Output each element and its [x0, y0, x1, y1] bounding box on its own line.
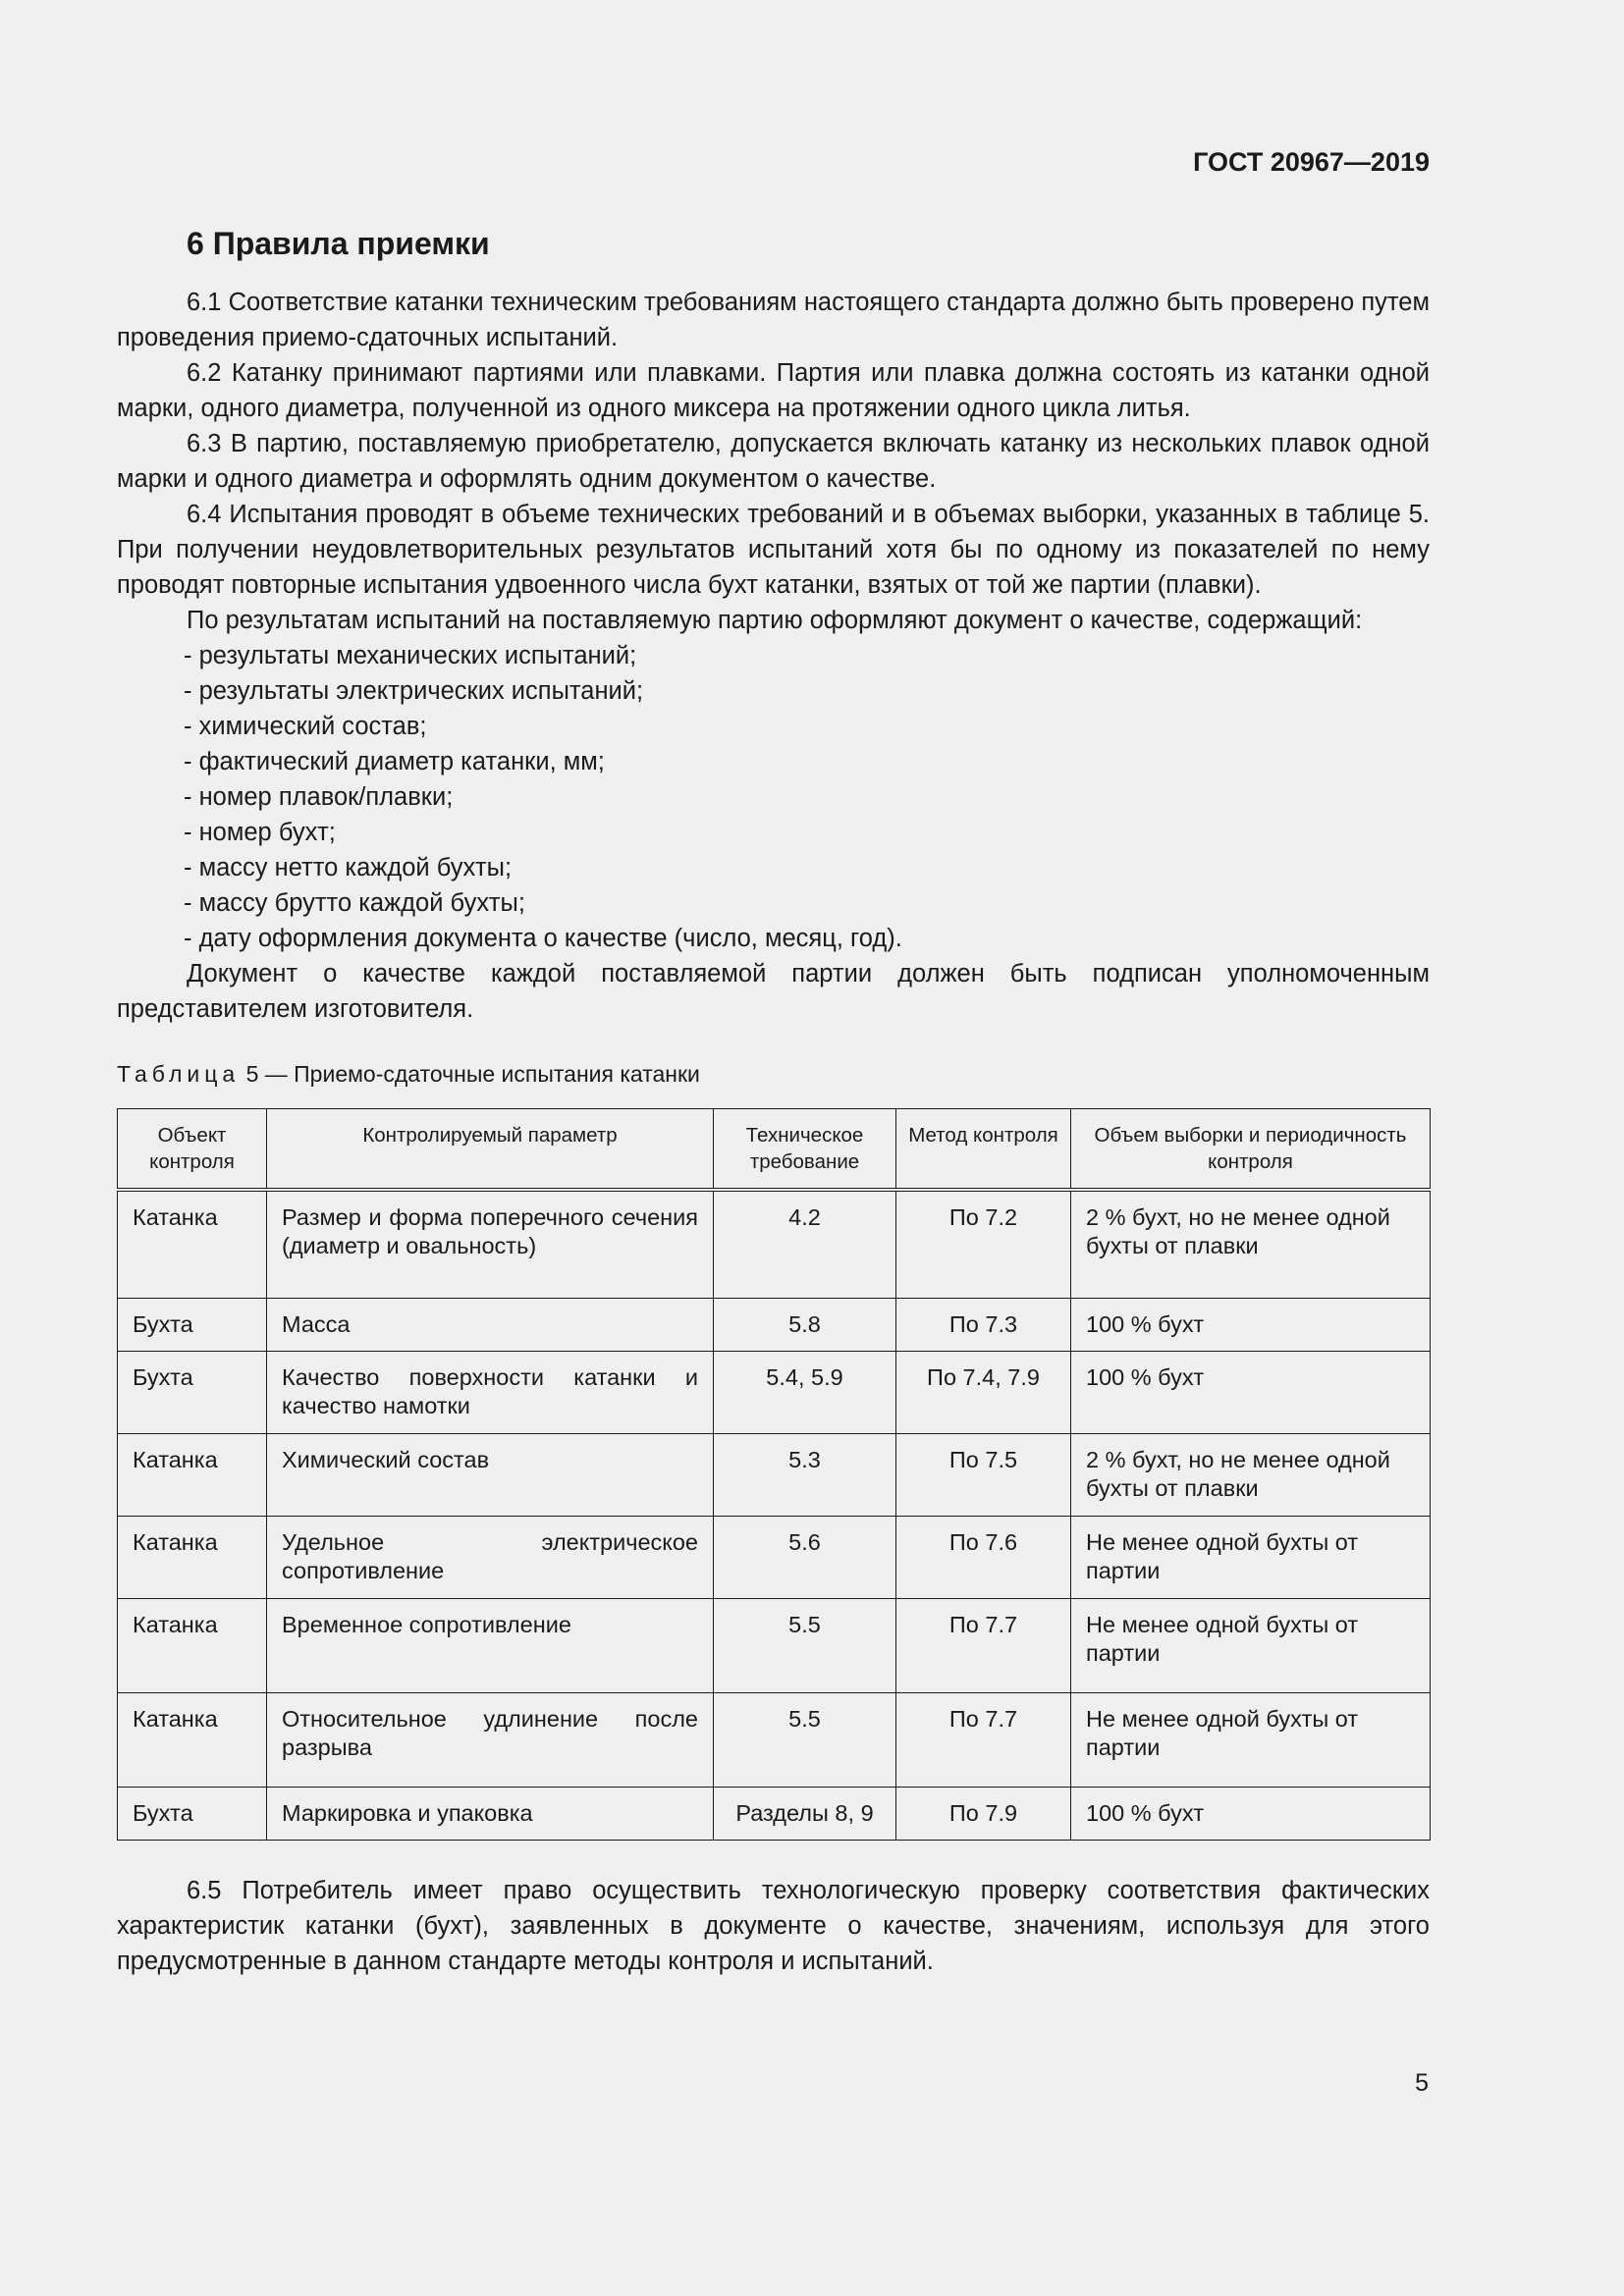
table-cell: Не менее одной бухты от партии [1071, 1516, 1431, 1598]
section-title: 6 Правила приемки [187, 226, 490, 261]
table-cell: 5.4, 5.9 [714, 1351, 896, 1433]
paragraph-6-3: 6.3 В партию, поставляемую приобретателю, допускается включать катанку из нескольких плавок одной марки и одного диаметра и оформлять одним документом о качестве. [117, 430, 1430, 493]
table-cell: Маркировка и упаковка [267, 1787, 714, 1840]
list-item: - фактический диаметр катанки, мм; [184, 744, 1430, 779]
paragraph-6-5: 6.5 Потребитель имеет право осуществить технологическую проверку соответствия фактических характеристик катанки (бухт), заявленных в документе о качестве, значениям, используя для этого предусмотренные в данном стандарте методы контроля и испытаний. [117, 1876, 1430, 1975]
table-cell: Размер и форма поперечного сечения (диаметр и овальность) [267, 1190, 714, 1298]
table-cell: Бухта [118, 1351, 267, 1433]
table-row [118, 1787, 1431, 1840]
table-cell: 5.8 [714, 1298, 896, 1351]
table-cell: Катанка [118, 1516, 267, 1598]
column-header: Техническое требование [714, 1109, 896, 1191]
list-item: - номер бухт; [184, 815, 1430, 850]
list-item: - результаты электрических испытаний; [184, 673, 1430, 709]
acceptance-tests-table [117, 1108, 1431, 1841]
table-cell: Катанка [118, 1433, 267, 1516]
table-cell: Качество поверхности катанки и качество намотки [267, 1351, 714, 1433]
page-content [117, 224, 1430, 1979]
table-row [118, 1298, 1431, 1351]
column-header: Метод контроля [896, 1109, 1071, 1191]
table-cell: 5.5 [714, 1692, 896, 1787]
table-cell: 2 % бухт, но не менее одной бухты от плавки [1071, 1190, 1431, 1298]
column-header: Контролируемый параметр [267, 1109, 714, 1191]
table-caption [117, 1059, 1430, 1089]
list-item: - номер плавок/плавки; [184, 779, 1430, 815]
table-row [118, 1692, 1431, 1787]
table-row [118, 1598, 1431, 1692]
table-cell: Катанка [118, 1190, 267, 1298]
paragraph-signed: Документ о качестве каждой поставляемой партии должен быть подписан уполномоченным представителем изготовителя. [117, 960, 1430, 1023]
document-code: ГОСТ 20967—2019 [1193, 147, 1430, 177]
table-cell: По 7.4, 7.9 [896, 1351, 1071, 1433]
table-cell: По 7.3 [896, 1298, 1071, 1351]
table-cell: 5.6 [714, 1516, 896, 1598]
column-header: Объект контроля [118, 1109, 267, 1191]
list-item: - химический состав; [184, 709, 1430, 744]
list-item: - дату оформления документа о качестве (число, месяц, год). [184, 921, 1430, 956]
quality-document-contents-list [117, 638, 1430, 956]
table-cell: Катанка [118, 1598, 267, 1692]
table-caption-text: 5 — Приемо-сдаточные испытания катанки [240, 1061, 700, 1087]
table-cell: Не менее одной бухты от партии [1071, 1692, 1431, 1787]
table-cell: Катанка [118, 1692, 267, 1787]
table-cell: 100 % бухт [1071, 1298, 1431, 1351]
table-cell: Не менее одной бухты от партии [1071, 1598, 1431, 1692]
table-row [118, 1351, 1431, 1433]
table-cell: По 7.7 [896, 1598, 1071, 1692]
list-item: - массу нетто каждой бухты; [184, 850, 1430, 885]
table-cell: Бухта [118, 1298, 267, 1351]
table-cell: По 7.9 [896, 1787, 1071, 1840]
column-header: Объем выборки и периодичность контроля [1071, 1109, 1431, 1191]
table-row [118, 1190, 1431, 1298]
table-cell: 5.5 [714, 1598, 896, 1692]
table-cell: 100 % бухт [1071, 1787, 1431, 1840]
paragraph-6-4: 6.4 Испытания проводят в объеме технических требований и в объемах выборки, указанных в таблице 5. При получении неудовлетворительных результатов испытаний хотя бы по одному из показателей по нему проводят повторные испытания удвоенного числа бухт катанки, взятых от той же партии (плавки). [117, 501, 1430, 599]
page-number: 5 [1415, 2069, 1429, 2097]
table-cell: По 7.7 [896, 1692, 1071, 1787]
table-cell: 5.3 [714, 1433, 896, 1516]
list-item: - результаты механических испытаний; [184, 638, 1430, 673]
table-cell: Удельное электрическое сопротивление [267, 1516, 714, 1598]
table-cell: 100 % бухт [1071, 1351, 1431, 1433]
table-cell: По 7.5 [896, 1433, 1071, 1516]
table-cell: 4.2 [714, 1190, 896, 1298]
table-row [118, 1433, 1431, 1516]
table-cell: Масса [267, 1298, 714, 1351]
list-item: - массу брутто каждой бухты; [184, 885, 1430, 921]
table-caption-label: Таблица [117, 1061, 241, 1087]
table-cell: Временное сопротивление [267, 1598, 714, 1692]
table-row [118, 1516, 1431, 1598]
table-cell: Относительное удлинение после разрыва [267, 1692, 714, 1787]
paragraph-6-1: 6.1 Соответствие катанки техническим требованиям настоящего стандарта должно быть проверено путем проведения приемо-сдаточных испытаний. [117, 289, 1430, 351]
table-cell: Разделы 8, 9 [714, 1787, 896, 1840]
paragraph-results: По результатам испытаний на поставляемую партию оформляют документ о качестве, содержащий: [187, 607, 1363, 634]
paragraph-6-2: 6.2 Катанку принимают партиями или плавками. Партия или плавка должна состоять из катанки одной марки, одного диаметра, полученной из одного миксера на протяжении одного цикла литья. [117, 359, 1430, 422]
table-cell: 2 % бухт, но не менее одной бухты от плавки [1071, 1433, 1431, 1516]
table-cell: По 7.6 [896, 1516, 1071, 1598]
table-header-row [118, 1109, 1431, 1191]
table-cell: Бухта [118, 1787, 267, 1840]
table-cell: По 7.2 [896, 1190, 1071, 1298]
table-cell: Химический состав [267, 1433, 714, 1516]
